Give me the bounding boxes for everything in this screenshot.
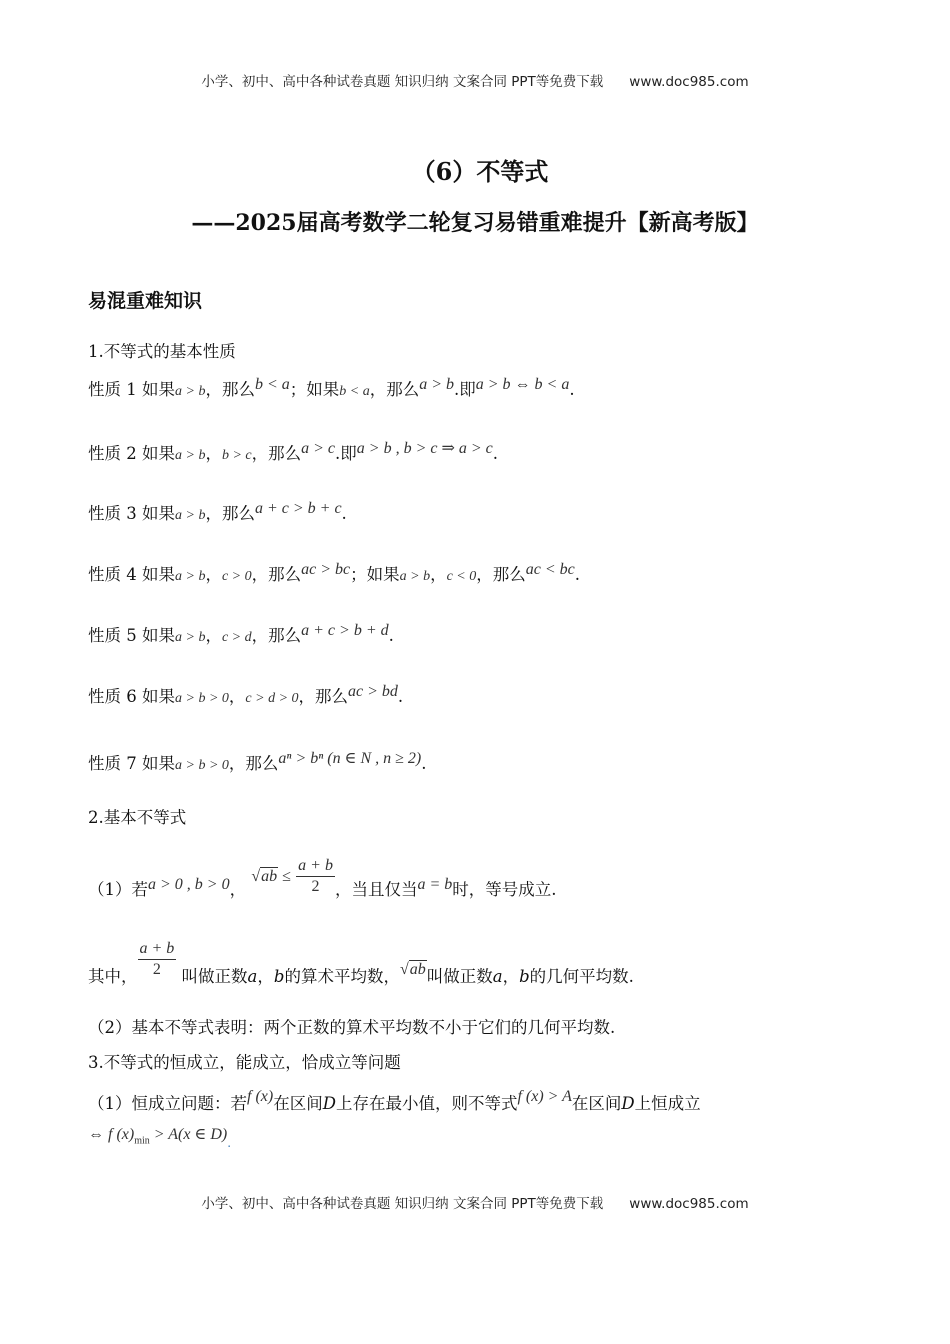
fraction-mean xyxy=(296,856,335,897)
p5-text: ，那么 xyxy=(251,626,302,645)
basic-inequality-note: （2）基本不等式表明：两个正数的算术平均数不小于它们的几何平均数. xyxy=(88,1018,616,1037)
md-text: 叫做正数 xyxy=(176,967,248,986)
page-header xyxy=(0,70,950,90)
md-text: ， xyxy=(257,967,274,986)
ch-var: D xyxy=(322,1094,336,1113)
p1-text: 性质 1 如果 xyxy=(88,380,175,399)
p4-text: 性质 4 如果 xyxy=(88,565,175,584)
bi-math: a > 0 , b > 0 xyxy=(148,876,230,893)
doc-title: （6）不等式 xyxy=(411,157,549,186)
fraction-numerator: a + b xyxy=(138,939,177,960)
sqrt-ab-2: √ab xyxy=(399,961,426,978)
p2-text: ， xyxy=(205,444,222,463)
mean-definition xyxy=(88,940,634,998)
p3-math: a + c > b + c xyxy=(254,500,342,517)
p6-text: . xyxy=(397,687,404,706)
ch-text: 在区间 xyxy=(273,1094,323,1113)
p4-math: c < 0 xyxy=(446,569,477,584)
footer-site[interactable]: www.doc985.com xyxy=(629,1196,749,1212)
section-heading: 易混重难知识 xyxy=(88,290,203,312)
bi-text: ， xyxy=(229,880,247,899)
p1-text: . xyxy=(569,380,575,399)
property-6 xyxy=(88,683,403,707)
bi-text: （1）若 xyxy=(88,880,148,899)
p1-math: a > b xyxy=(419,376,454,393)
p1-math: b < a xyxy=(339,384,370,399)
constant-holds xyxy=(88,1090,701,1114)
p6-text: 性质 6 如果 xyxy=(88,687,175,706)
constant-holds-cond xyxy=(88,1124,232,1150)
p1-text: ，那么 xyxy=(205,380,255,399)
md-text: 叫做正数 xyxy=(426,967,493,986)
property-1 xyxy=(88,376,575,400)
property-3 xyxy=(88,500,347,524)
sqrt-radicand: ab xyxy=(409,961,426,978)
bi-text: 时，等号成立. xyxy=(452,880,557,899)
p7-math: aⁿ > bⁿ (n ∈ N , n ≥ 2) xyxy=(278,750,422,767)
p1-text: ；如果 xyxy=(289,380,340,399)
p5-math: a > b xyxy=(175,630,206,645)
md-var: a xyxy=(492,967,503,986)
p4-text: . xyxy=(574,565,580,584)
p1-text: ，那么 xyxy=(369,380,420,399)
p1-math: a > b xyxy=(175,384,206,399)
p4-math: ac > bc xyxy=(301,561,351,578)
sqrt-radicand: ab xyxy=(261,868,278,885)
md-var: a xyxy=(247,967,258,986)
p7-text: . xyxy=(421,754,427,773)
bi-text: ，当且仅当 xyxy=(334,880,418,899)
property-2 xyxy=(88,440,498,464)
s2-heading: 2.基本不等式 xyxy=(88,808,187,827)
md-var: b xyxy=(519,967,530,986)
p3-math: a > b xyxy=(175,508,206,523)
fraction-denominator: 2 xyxy=(311,878,320,895)
p5-math: c > d xyxy=(221,630,252,645)
p7-text: ，那么 xyxy=(228,754,279,773)
p2-math: b > c xyxy=(221,448,252,463)
p1-text: .即 xyxy=(454,380,476,399)
p4-text: ，那么 xyxy=(476,565,526,584)
p6-math: ac > bd xyxy=(348,683,398,700)
p2-text: 性质 2 如果 xyxy=(88,444,175,463)
chc-math: > A(x ∈ D) xyxy=(149,1126,228,1143)
p1-math: a > b ⇔ b < a xyxy=(475,376,570,393)
p2-text: . xyxy=(492,444,499,463)
p6-math: a > b > 0 xyxy=(175,691,229,706)
s1-heading: 1.不等式的基本性质 xyxy=(88,342,236,361)
p3-text: ，那么 xyxy=(205,504,255,523)
ch-var: D xyxy=(621,1094,635,1113)
p4-text: ， xyxy=(430,565,447,584)
ch-math: f (x) > A xyxy=(517,1088,572,1105)
fraction-numerator: a + b xyxy=(296,856,335,877)
property-4 xyxy=(88,561,580,585)
chc-math: ⇔ f (x) xyxy=(88,1126,135,1143)
p4-math: c > 0 xyxy=(221,569,252,584)
p2-math: a > b , b > c ⇒ a > c xyxy=(356,440,493,457)
footer-text: 小学、初中、高中各种试卷真题 知识归纳 文案合同 PPT等免费下载 xyxy=(201,1196,604,1212)
chc-dot: . xyxy=(227,1136,232,1150)
p4-math: ac < bc xyxy=(525,561,575,578)
p7-math: a > b > 0 xyxy=(175,758,229,773)
p4-text: ；如果 xyxy=(350,565,400,584)
p5-text: 性质 5 如果 xyxy=(88,626,175,645)
fraction-mean-2 xyxy=(138,939,177,980)
md-text: 的算术平均数， xyxy=(284,967,400,986)
md-text: ， xyxy=(502,967,520,986)
p3-text: . xyxy=(341,504,347,523)
p6-math: c > d > 0 xyxy=(245,691,299,706)
p2-math: a > c xyxy=(301,440,336,457)
p2-math: a > b xyxy=(175,448,206,463)
property-7 xyxy=(88,750,426,774)
md-var: b xyxy=(273,967,285,986)
md-text: 的几何平均数. xyxy=(529,967,634,986)
p4-text: ，那么 xyxy=(251,565,302,584)
p7-text: 性质 7 如果 xyxy=(88,754,175,773)
basic-inequality xyxy=(88,857,557,911)
p5-math: a + c > b + d xyxy=(301,622,389,639)
p4-math: a > b xyxy=(175,569,206,584)
p1-math: b < a xyxy=(254,376,290,393)
le-sign: ≤ xyxy=(282,868,291,885)
p3-text: 性质 3 如果 xyxy=(88,504,175,523)
md-text: 其中， xyxy=(88,967,138,986)
s3-heading: 3.不等式的恒成立，能成立，恰成立等问题 xyxy=(88,1053,401,1072)
doc-subtitle: ——2025届高考数学二轮复习易错重难提升【新高考版】 xyxy=(191,210,759,236)
bi-math: a = b xyxy=(417,876,453,893)
page-footer xyxy=(0,1192,950,1212)
header-site[interactable]: www.doc985.com xyxy=(629,74,749,90)
p5-text: ， xyxy=(205,626,222,645)
header-text: 小学、初中、高中各种试卷真题 知识归纳 文案合同 PPT等免费下载 xyxy=(201,74,604,90)
property-5 xyxy=(88,622,394,646)
ch-math: f (x) xyxy=(247,1088,274,1105)
ch-text: 上存在最小值，则不等式 xyxy=(335,1094,518,1113)
p4-math: a > b xyxy=(399,569,431,584)
ch-text: 在区间 xyxy=(571,1094,622,1113)
ch-text: （1）恒成立问题：若 xyxy=(88,1094,247,1113)
p6-text: ，那么 xyxy=(298,687,349,706)
p6-text: ， xyxy=(228,687,246,706)
ch-text: 上恒成立 xyxy=(634,1094,701,1113)
fraction-denominator: 2 xyxy=(152,961,161,978)
chc-sub: min xyxy=(134,1135,150,1147)
p4-text: ， xyxy=(205,565,222,584)
sqrt-ab: √ab ≤ xyxy=(251,868,291,885)
p2-text: .即 xyxy=(335,444,357,463)
p5-text: . xyxy=(388,626,394,645)
p2-text: ，那么 xyxy=(251,444,302,463)
